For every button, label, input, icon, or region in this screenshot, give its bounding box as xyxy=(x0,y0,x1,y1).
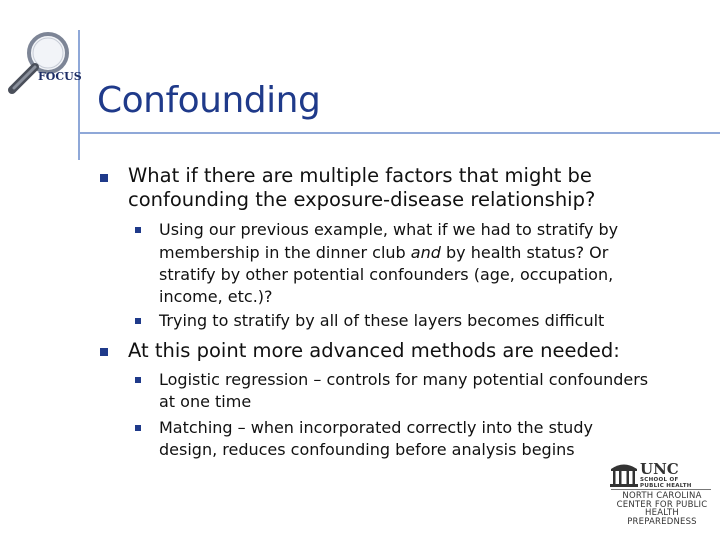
sub-1-1-line-1: Using our previous example, what if we had to stratify by xyxy=(159,220,619,239)
sub-1-1-line-4: income, etc.)? xyxy=(159,287,273,306)
sub-1-1-line-2 xyxy=(159,243,608,262)
sub-bullet-marker xyxy=(135,318,141,324)
sub-1-1-line-2b: by health status? Or xyxy=(440,243,609,262)
focus-logo xyxy=(0,28,82,100)
unc-bottom-1: NORTH CAROLINA xyxy=(622,491,702,501)
focus-logo-text: FOCUS xyxy=(38,70,82,83)
vertical-rule xyxy=(78,30,80,160)
sub-2-1-line-1: Logistic regression – controls for many potential confounders xyxy=(159,370,649,389)
sub-2-1-line-2: at one time xyxy=(159,392,252,411)
unc-center-name xyxy=(611,492,713,526)
bullet-marker xyxy=(100,174,108,182)
sub-bullet-marker xyxy=(135,425,141,431)
unc-name: UNC xyxy=(640,460,679,478)
sub-bullet-marker xyxy=(135,377,141,383)
sub-1-1-emphasis: and xyxy=(410,243,441,262)
sub-1-1-line-2a: membership in the dinner club xyxy=(159,243,411,262)
page-title: Confounding xyxy=(97,80,321,121)
unc-school xyxy=(640,477,692,489)
unc-sub-1: SCHOOL OF xyxy=(640,477,679,483)
magnifier-icon xyxy=(0,28,72,100)
sub-1-2-line-1: Trying to stratify by all of these layers becomes difficult xyxy=(159,311,605,330)
title-underline xyxy=(78,132,720,134)
unc-logo xyxy=(605,460,715,527)
bullet-1-line-1: What if there are multiple factors that might be xyxy=(128,164,592,187)
bullet-1-line-2: confounding the exposure-disease relationship? xyxy=(128,188,596,211)
old-well-icon xyxy=(609,460,639,488)
sub-bullet-marker xyxy=(135,227,141,233)
unc-bottom-3: HEALTH PREPAREDNESS xyxy=(627,508,697,527)
unc-divider xyxy=(611,489,711,490)
sub-2-2-line-2: design, reduces confounding before analysis begins xyxy=(159,440,575,459)
sub-1-1-line-3: stratify by other potential confounders (age, occupation, xyxy=(159,265,614,284)
sub-2-2-line-1: Matching – when incorporated correctly into the study xyxy=(159,418,593,437)
bullet-2-line-1: At this point more advanced methods are needed: xyxy=(128,339,620,362)
unc-sub-2: PUBLIC HEALTH xyxy=(640,483,692,489)
unc-bottom-2: CENTER FOR PUBLIC xyxy=(616,499,708,510)
bullet-marker xyxy=(100,348,108,356)
